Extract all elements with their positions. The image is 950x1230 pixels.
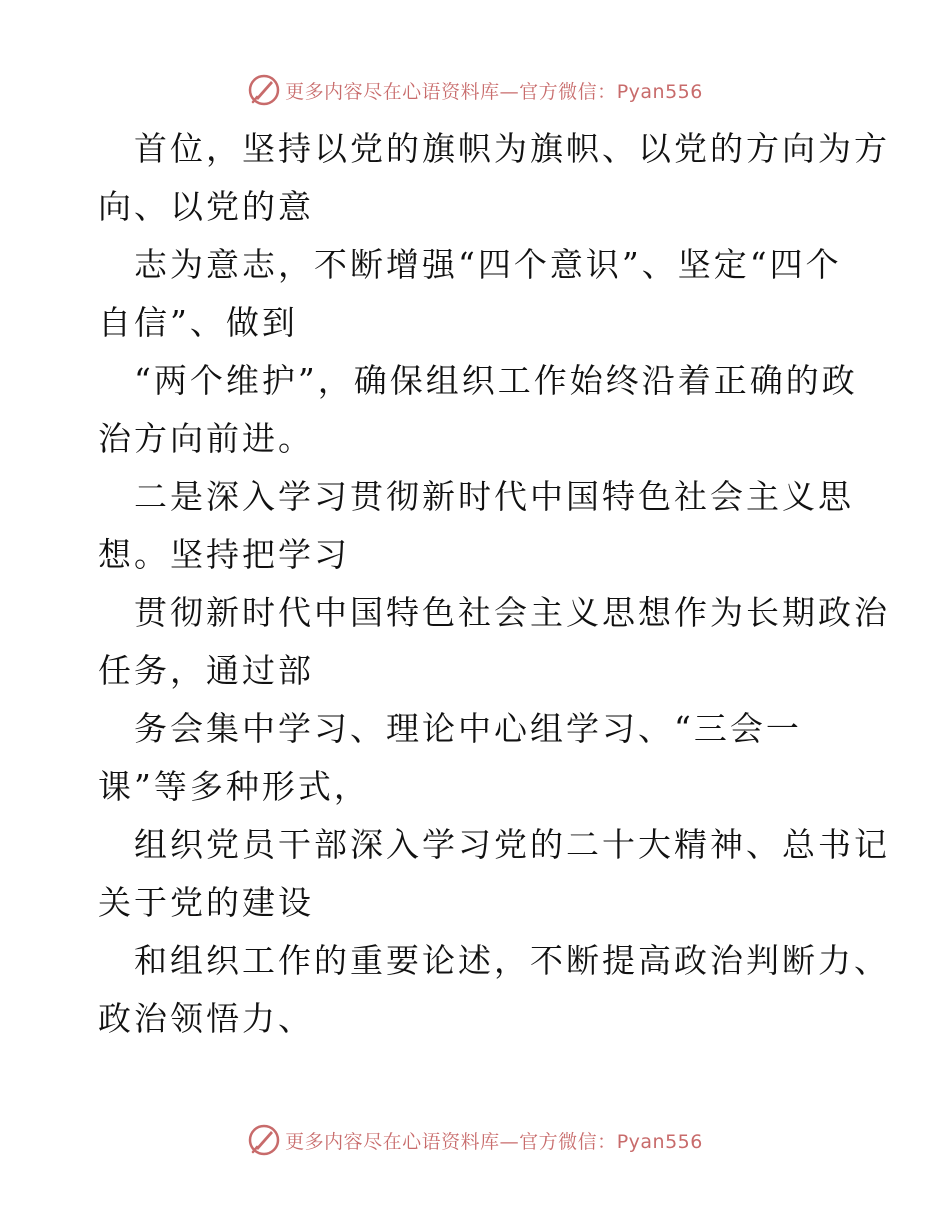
header-watermark — [0, 70, 950, 110]
body-line: 自信”、做到 — [98, 303, 298, 342]
watermark-wechat-label: 官方微信： — [519, 80, 617, 103]
body-line: 务会集中学习、理论中心组学习、“三会一 — [134, 709, 802, 748]
watermark-wechat-id: Pyan556 — [616, 80, 703, 103]
watermark-site: 更多内容尽在心语资料库 — [285, 1130, 500, 1153]
watermark-separator: — — [499, 80, 520, 103]
body-line: 贯彻新时代中国特色社会主义思想作为长期政治 — [134, 593, 890, 632]
body-line: 政治领悟力、 — [98, 999, 314, 1038]
footer-watermark — [0, 1120, 950, 1160]
quill-pen-icon — [247, 73, 281, 107]
watermark-wechat-id: Pyan556 — [616, 1130, 703, 1153]
body-line: 向、以党的意 — [98, 187, 314, 226]
body-line: 二是深入学习贯彻新时代中国特色社会主义思 — [134, 477, 854, 516]
watermark-text — [285, 1127, 703, 1154]
watermark-separator: — — [499, 1130, 520, 1153]
body-line: 志为意志，不断增强“四个意识”、坚定“四个 — [134, 245, 842, 284]
body-line: 治方向前进。 — [98, 419, 314, 458]
body-line: 课”等多种形式， — [98, 767, 370, 806]
body-line: 组织党员干部深入学习党的二十大精神、总书记 — [134, 825, 890, 864]
body-line: 任务，通过部 — [98, 651, 314, 690]
body-line: “两个维护”，确保组织工作始终沿着正确的政 — [134, 361, 858, 400]
watermark-text — [285, 77, 703, 104]
body-line: 和组织工作的重要论述，不断提高政治判断力、 — [134, 941, 890, 980]
watermark-site: 更多内容尽在心语资料库 — [285, 80, 500, 103]
body-line: 关于党的建设 — [98, 883, 314, 922]
body-line: 首位，坚持以党的旗帜为旗帜、以党的方向为方 — [134, 129, 890, 168]
quill-pen-icon — [247, 1123, 281, 1157]
document-body — [98, 120, 890, 1048]
watermark-wechat-label: 官方微信： — [519, 1130, 617, 1153]
body-line: 想。坚持把学习 — [98, 535, 350, 574]
